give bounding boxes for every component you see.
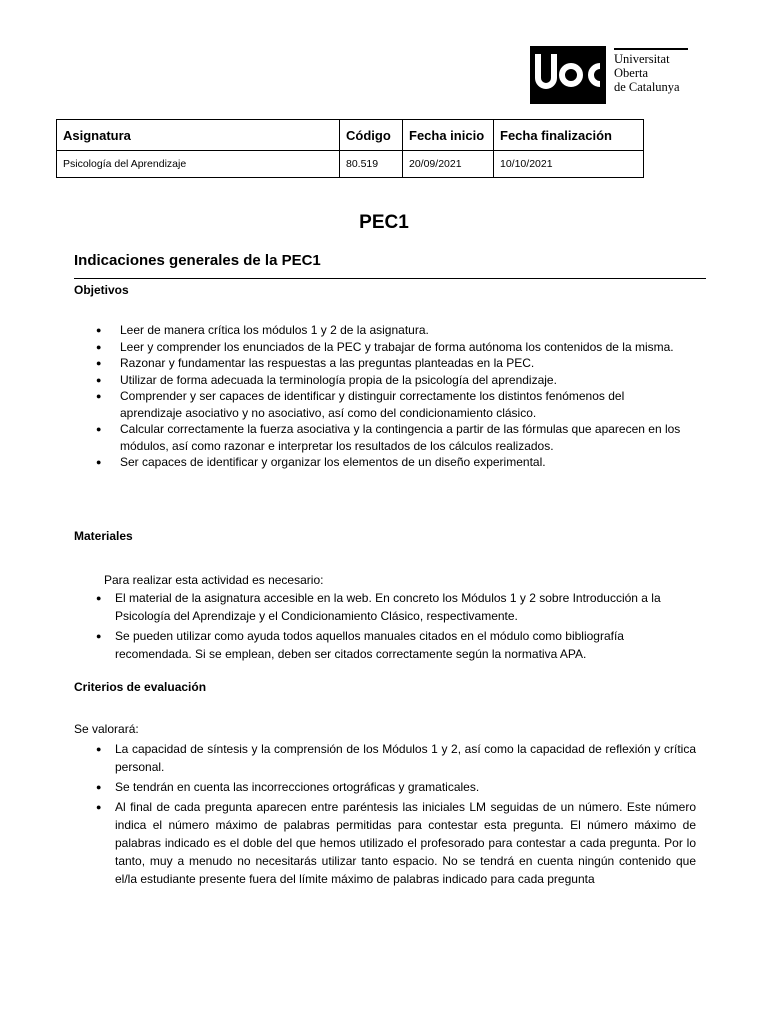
uoc-logo-text: [614, 48, 688, 94]
logo-line-1: Universitat: [614, 52, 670, 66]
criterios-heading: Criterios de evaluación: [74, 680, 207, 694]
uoc-logo-mark: [530, 46, 606, 104]
uoc-logo: [530, 46, 690, 104]
uoc-letters-icon: [530, 46, 606, 104]
criterios-intro: Se valorará:: [74, 722, 139, 736]
list-item: ● Se tendrán en cuenta las incorrecciones ortográficas y gramaticales.: [96, 778, 696, 796]
course-info-table: [56, 119, 644, 178]
list-item: ● Calcular correctamente la fuerza asociativa y la contingencia a partir de las fórmulas que aparecen en los módulos, así como razonar e interpretar los resultados de los cálculos realizados.: [96, 421, 686, 454]
objetivos-heading: Objetivos: [74, 283, 129, 297]
page-title: PEC1: [359, 212, 409, 233]
cell-codigo: 80.519: [340, 151, 403, 178]
objetivos-list: [96, 322, 686, 471]
heading-divider: [74, 278, 706, 279]
materiales-intro: Para realizar esta actividad es necesario:: [104, 573, 324, 587]
list-item: ● Utilizar de forma adecuada la terminología propia de la psicología del aprendizaje.: [96, 372, 686, 389]
table-header-row: [57, 120, 644, 151]
list-item: ● Al final de cada pregunta aparecen entre paréntesis las iniciales LM seguidas de un número. Este número indica el número máximo de palabras permitidas para contestar esta pregunta. El número máximo de palabras indicado es el doble del que hemos utilizado el profesorado para contestar a cada pregunta. Por lo tanto, muy a menudo no necesitarás utilizar tanto espacio. No se tendrá en cuenta ningún contenido que el/la estudiante presente fuera del límite máximo de palabras indicado para cada pregunta: [96, 798, 696, 888]
section-heading: Indicaciones generales de la PEC1: [74, 252, 321, 269]
logo-line-2: Oberta: [614, 66, 649, 80]
list-item: ● Ser capaces de identificar y organizar los elementos de un diseño experimental.: [96, 454, 686, 471]
header-fecha-inicio: Fecha inicio: [403, 120, 494, 151]
list-item: ● El material de la asignatura accesible en la web. En concreto los Módulos 1 y 2 sobre Introducción a la Psicología del Aprendizaje y el Condicionamiento Clásico, respectivamente.: [96, 589, 686, 625]
list-item: ● Leer de manera crítica los módulos 1 y 2 de la asignatura.: [96, 322, 686, 339]
cell-asignatura: Psicología del Aprendizaje: [57, 151, 340, 178]
criterios-list: [96, 740, 696, 890]
materiales-heading: Materiales: [74, 529, 133, 543]
list-item: ● Leer y comprender los enunciados de la PEC y trabajar de forma autónoma los contenidos de la misma.: [96, 339, 686, 356]
header-fecha-finalizacion: Fecha finalización: [494, 120, 644, 151]
cell-fecha-inicio: 20/09/2021: [403, 151, 494, 178]
list-item: ● Razonar y fundamentar las respuestas a las preguntas planteadas en la PEC.: [96, 355, 686, 372]
header-asignatura: Asignatura: [57, 120, 340, 151]
cell-fecha-finalizacion: 10/10/2021: [494, 151, 644, 178]
list-item: ● Se pueden utilizar como ayuda todos aquellos manuales citados en el módulo como bibliografía recomendada. Si se emplean, deben ser citados correctamente según la normativa APA.: [96, 627, 686, 663]
list-item: ● Comprender y ser capaces de identificar y distinguir correctamente los distintos fenómenos del aprendizaje asociativo y no asociativo, así como del condicionamiento clásico.: [96, 388, 686, 421]
materiales-list: [96, 589, 686, 665]
header-codigo: Código: [340, 120, 403, 151]
table-row: [57, 151, 644, 178]
list-item: ● La capacidad de síntesis y la comprensión de los Módulos 1 y 2, así como la capacidad de reflexión y crítica personal.: [96, 740, 696, 776]
logo-line-3: de Catalunya: [614, 80, 680, 94]
